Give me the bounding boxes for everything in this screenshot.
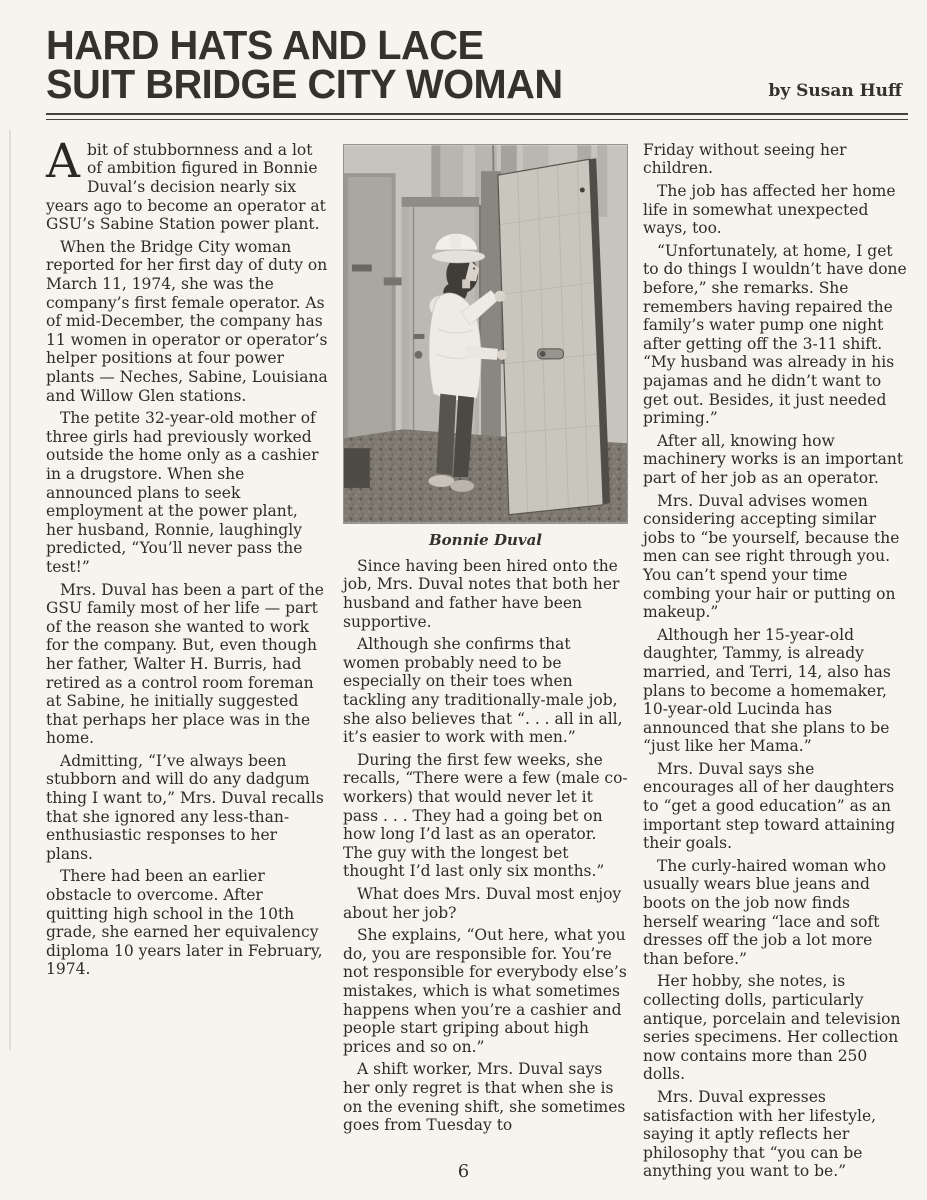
- photo-bonnie-duval: [343, 144, 628, 524]
- photo-figure: [343, 144, 628, 549]
- continuation-paragraph: Friday without seeing her children.: [643, 140, 847, 178]
- middle-paragraphs: [343, 557, 628, 1135]
- left-paragraphs: [46, 238, 328, 979]
- paragraph: Although her 15-year-old daughter, Tammy, is already married, and Terri, 14, also has plans to become a homemaker, 10-year-old Lucinda has announced that she plans to be “just like her Mama.”: [643, 625, 891, 756]
- paragraph: She explains, “Out here, what you do, you are responsible for. You’re not responsible for everybody else’s mistakes, which is what sometimes happens when you’re a cashier and people start griping about high prices and so on.”: [343, 926, 627, 1056]
- paragraph: After all, knowing how machinery works is an important part of her job as an operator.: [643, 431, 904, 487]
- paragraph: Since having been hired onto the job, Mrs. Duval notes that both her husband and father have been supportive.: [343, 556, 620, 631]
- title-line-2: SUIT BRIDGE CITY WOMAN: [46, 60, 563, 107]
- paragraph: Although she confirms that women probably need to be especially on their toes when tackling any traditionally-male job, she also believes that “. . . all in all, it’s easier to work with men.”: [343, 635, 623, 747]
- paragraph: When the Bridge City woman reported for her first day of duty on March 11, 1974, she was the company’s first female operator. As of mid-December, the company has 11 women in operator or operator’s helper positions at four power plants — Neches, Sabine, Louisiana and Willow Glen stations.: [46, 237, 328, 405]
- header-rule: [46, 113, 908, 120]
- paragraph: Her hobby, she notes, is collecting dolls, particularly antique, porcelain and television series specimens. Her collection now contains more than 250 dolls.: [643, 972, 901, 1084]
- paragraph: The job has affected her home life in somewhat unexpected ways, too.: [643, 182, 896, 238]
- column-left: [46, 133, 328, 1185]
- right-paragraphs: [643, 182, 909, 1181]
- article-columns: [46, 133, 908, 1185]
- article-title: [46, 22, 563, 107]
- lead-text: bit of stubbornness and a lot of ambition figured in Bonnie Duval’s decision nearly six years ago to become an operator at GSU’s Sabine Station power plant.: [46, 140, 326, 234]
- drop-cap: A: [46, 133, 80, 189]
- paragraph: Mrs. Duval says she encourages all of her daughters to “get a good education” as an important step toward attaining their goals.: [643, 759, 896, 853]
- paragraph: A shift worker, Mrs. Duval says her only regret is that when she is on the evening shift, she sometimes goes from Tuesday to: [343, 1060, 626, 1135]
- page-footer: [0, 1161, 927, 1182]
- paragraph: “Unfortunately, at home, I get to do things I wouldn’t have done before,” she remarks. She remembers having repaired the family’s water pump one night after getting off the 3-11 shift. “My husband was already in his pajamas and he didn’t want to get out. Besides, it just needed priming.”: [643, 241, 907, 428]
- lead-paragraph: [46, 133, 328, 234]
- paragraph: During the first few weeks, she recalls, “There were a few (male co-workers) that would never let it pass . . . They had a going bet on how long I’d last as an operator. The guy with the longest bet thought I’d last only six months.”: [343, 750, 628, 881]
- article-header: [46, 22, 908, 107]
- title-line-1: HARD HATS AND LACE: [46, 22, 484, 68]
- paragraph: The curly-haired woman who usually wears blue jeans and boots on the job now finds herself wearing “lace and soft dresses off the job a lot more than before.”: [643, 856, 887, 968]
- paragraph: There had been an earlier obstacle to overcome. After quitting high school in the 10th grade, she earned her equivalency diploma 10 years later in February, 1974.: [46, 867, 323, 979]
- column-right: [643, 141, 909, 1185]
- column-middle: [343, 141, 628, 1185]
- paragraph: Admitting, “I’ve always been stubborn and will do any dadgum thing I want to,” Mrs. Duval recalls that she ignored any less-than-enthusiastic responses to her plans.: [46, 751, 324, 863]
- byline: by Susan Huff: [768, 80, 902, 101]
- paragraph: The petite 32-year-old mother of three girls had previously worked outside the home only as a cashier in a drugstore. When she announced plans to seek employment at the power plant, her husband, Ronnie, laughingly predicted, “You’ll never pass the test!”: [46, 409, 319, 576]
- page-number: 6: [457, 1161, 470, 1182]
- open-cabinet-door: [498, 158, 610, 514]
- paragraph: What does Mrs. Duval most enjoy about her job?: [343, 884, 622, 922]
- photo-caption: Bonnie Duval: [428, 530, 542, 549]
- shoe: [428, 475, 454, 487]
- paragraph: Mrs. Duval advises women considering accepting similar jobs to “be yourself, because the men can see right through you. You can’t spend your time combing your hair or putting on makeup.”: [643, 491, 900, 622]
- shoe: [450, 480, 474, 492]
- paragraph: Mrs. Duval expresses satisfaction with her lifestyle, saying it aptly reflects her philosophy that “you can be anything you want to be.”: [643, 1087, 877, 1181]
- paragraph: Mrs. Duval has been a part of the GSU family most of her life — part of the reason she wanted to work for the company. But, even though her father, Walter H. Burris, had retired as a control room foreman at Sabine, he initially suggested that perhaps her place was in the home.: [46, 580, 324, 748]
